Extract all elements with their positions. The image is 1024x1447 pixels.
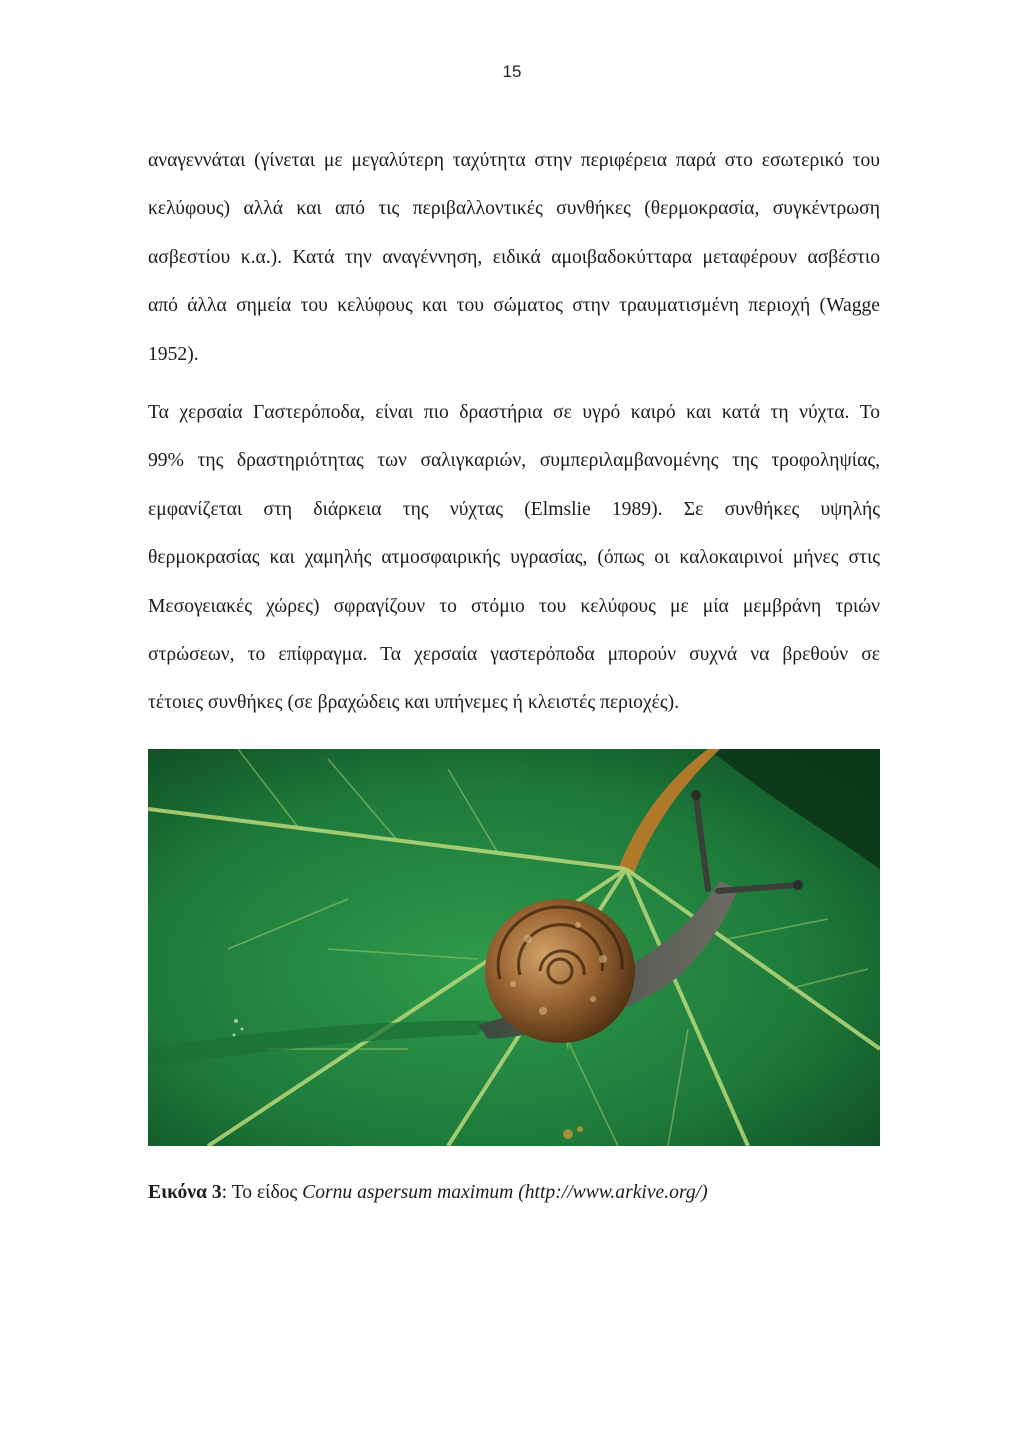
text-line: 1952). — [148, 343, 199, 365]
text-line: από άλλα σημεία του κελύφους και του σώματος στην τραυματισμένη περιοχή (Wagge — [148, 295, 880, 317]
page-number: 15 — [502, 62, 522, 81]
figure-caption — [148, 1182, 708, 1204]
caption-species: Cornu aspersum maximum — [302, 1182, 514, 1203]
text-line: εμφανίζεται στη διάρκεια της νύχτας (Elmslie 1989). Σε συνθήκες υψηλής — [148, 498, 880, 520]
snail-photo — [148, 749, 880, 1146]
snail-on-leaf-illustration — [148, 749, 880, 1146]
caption-label: Εικόνα 3 — [148, 1182, 222, 1203]
paragraph-1 — [148, 137, 880, 379]
text-line: Μεσογειακές χώρες) σφραγίζουν το στόμιο του κελύφους με μία μεμβράνη τριών — [148, 595, 880, 617]
text-line: θερμοκρασίας και χαμηλής ατμοσφαιρικής υγρασίας, (όπως οι καλοκαιρινοί μήνες στις — [148, 547, 880, 569]
text-line: κελύφους) αλλά και από τις περιβαλλοντικές συνθήκες (θερμοκρασία, συγκέντρωση — [148, 198, 880, 220]
text-line: στρώσεων, το επίφραγμα. Τα χερσαία γαστερόποδα μπορούν συχνά να βρεθούν σε — [148, 644, 880, 666]
text-line: αναγεννάται (γίνεται με μεγαλύτερη ταχύτητα στην περιφέρεια παρά στο εσωτερικό του — [148, 150, 880, 171]
caption-source: (http://www.arkive.org/) — [513, 1182, 708, 1203]
text-line: τέτοιες συνθήκες (σε βραχώδεις και υπήνεμες ή κλειστές περιοχές). — [148, 692, 680, 714]
text-line: ασβεστίου κ.α.). Κατά την αναγέννηση, ειδικά αμοιβαδοκύτταρα μεταφέρουν ασβέστιο — [148, 246, 880, 268]
text-line: 99% της δραστηριότητας των σαλιγκαριών, συμπεριλαμβανομένης της τροφοληψίας, — [148, 450, 880, 472]
paragraph-2 — [148, 389, 880, 728]
text-line: Τα χερσαία Γαστερόποδα, είναι πιο δραστήρια σε υγρό καιρό και κατά τη νύχτα. Το — [148, 402, 880, 423]
caption-separator: : Το είδος — [221, 1182, 303, 1203]
